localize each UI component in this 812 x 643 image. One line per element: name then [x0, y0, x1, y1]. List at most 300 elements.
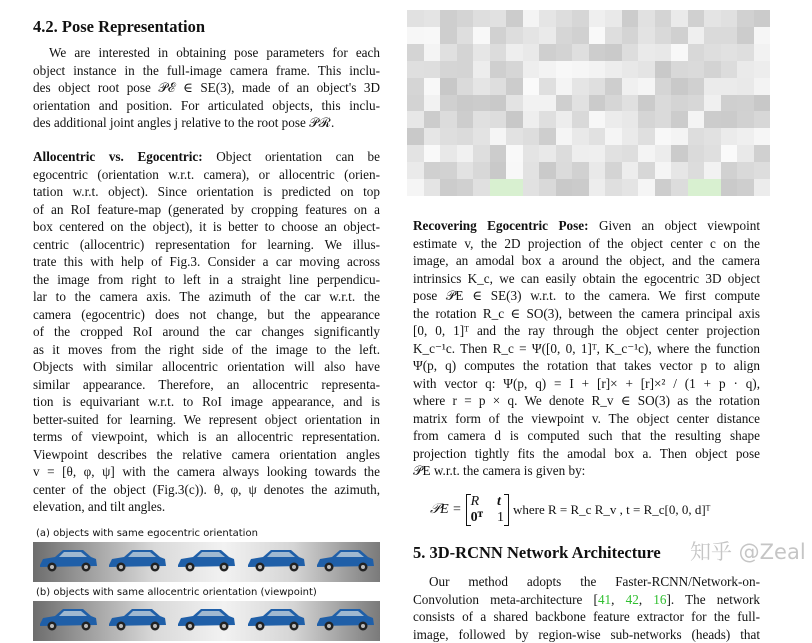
text-line: elevation, and tilt angles.	[33, 498, 380, 516]
text-line: trate this with help of Fig.3. Consider a car moving across	[33, 253, 380, 271]
text-line: Ψ(p, q) computes the rotation that takes vector p to align	[413, 357, 760, 375]
mosaic-cell	[622, 179, 639, 196]
mosaic-cell	[457, 61, 474, 78]
car-image	[245, 545, 307, 580]
mosaic-cell	[655, 78, 672, 95]
paragraph-recovering-egocentric	[413, 217, 760, 480]
mosaic-cell	[539, 27, 556, 44]
text-line: of the cropped RoI around the car changes significantly	[33, 323, 380, 341]
figure-label-a: (a) objects with same egocentric orientation	[36, 528, 258, 539]
mosaic-cell	[638, 128, 655, 145]
mosaic-cell	[655, 179, 672, 196]
mosaic-cell	[473, 27, 490, 44]
text-line	[33, 148, 380, 166]
car-image	[245, 604, 307, 639]
mosaic-cell	[754, 27, 771, 44]
mosaic-cell	[754, 78, 771, 95]
text-line: center of the object (Fig.3(c)). θ, φ, ψ denotes the azimuth,	[33, 481, 380, 499]
mosaic-cell	[754, 162, 771, 179]
mosaic-cell	[688, 145, 705, 162]
mosaic-cell	[506, 95, 523, 112]
text-line: Objects with similar allocentric orientation will also have	[33, 358, 380, 376]
text-line: similar appearance. Therefore, an allocentric representa-	[33, 376, 380, 394]
mosaic-cell	[638, 10, 655, 27]
mosaic-cell	[440, 78, 457, 95]
mosaic-cell	[605, 95, 622, 112]
mosaic-cell	[539, 179, 556, 196]
text-line: consists of a shared backbone feature extractor for the full-	[413, 608, 760, 626]
citation-link[interactable]: 16	[653, 592, 666, 607]
mosaic-cell	[704, 27, 721, 44]
text-line: the rotation R_c ∈ SO(3), between the camera principal axis	[413, 305, 760, 323]
text-line: pose 𝒫E ∈ SE(3) w.r.t. to the camera. We first compute	[413, 287, 760, 305]
mosaic-cell	[539, 95, 556, 112]
mosaic-cell	[523, 61, 540, 78]
mosaic-cell	[704, 111, 721, 128]
mosaic-cell	[407, 111, 424, 128]
mosaic-cell	[506, 128, 523, 145]
mosaic-cell	[737, 61, 754, 78]
mosaic-cell	[704, 78, 721, 95]
text-line	[413, 591, 760, 609]
mosaic-cell	[622, 162, 639, 179]
mosaic-cell	[754, 95, 771, 112]
mosaic-cell	[539, 145, 556, 162]
mosaic-cell	[473, 95, 490, 112]
mosaic-cell	[622, 145, 639, 162]
mosaic-cell	[473, 162, 490, 179]
mosaic-cell	[655, 162, 672, 179]
mosaic-cell	[704, 128, 721, 145]
mosaic-cell	[539, 78, 556, 95]
mosaic-cell	[473, 145, 490, 162]
mosaic-cell	[721, 162, 738, 179]
mosaic-cell	[754, 145, 771, 162]
mosaic-cell	[556, 10, 573, 27]
text-line	[413, 217, 760, 235]
mosaic-cell	[556, 95, 573, 112]
mosaic-cell	[589, 78, 606, 95]
mosaic-cell	[655, 61, 672, 78]
mosaic-cell	[440, 128, 457, 145]
mosaic-cell	[704, 162, 721, 179]
car-image	[175, 604, 237, 639]
mosaic-cell	[556, 44, 573, 61]
text-line: We are interested in obtaining pose parameters for each	[33, 44, 380, 62]
text-line: image, followed by region-wise sub-networks (heads) that	[413, 626, 760, 643]
mosaic-cell	[605, 27, 622, 44]
mosaic-cell	[506, 78, 523, 95]
mosaic-cell	[655, 95, 672, 112]
mosaic-cell	[440, 111, 457, 128]
mosaic-cell	[572, 95, 589, 112]
car-image	[314, 604, 376, 639]
mosaic-cell	[440, 10, 457, 27]
mosaic-cell	[622, 95, 639, 112]
mosaic-cell	[589, 128, 606, 145]
watermark: 知乎 @Zeal	[690, 541, 806, 563]
mosaic-cell	[523, 128, 540, 145]
matrix-cell: t	[497, 494, 504, 510]
mosaic-cell	[424, 44, 441, 61]
pose-matrix	[466, 494, 509, 526]
mosaic-cell	[506, 44, 523, 61]
car-image	[106, 545, 168, 580]
mosaic-cell	[671, 145, 688, 162]
mosaic-cell	[655, 128, 672, 145]
mosaic-cell	[721, 78, 738, 95]
mosaic-cell	[457, 44, 474, 61]
mosaic-cell	[424, 111, 441, 128]
mosaic-cell	[490, 95, 507, 112]
text-line: 𝒫E w.r.t. the camera is given by:	[413, 462, 760, 480]
mosaic-cell	[622, 128, 639, 145]
mosaic-cell	[572, 111, 589, 128]
mosaic-cell	[655, 111, 672, 128]
mosaic-cell	[638, 162, 655, 179]
text-line: des additional joint angles j relative to the root pose 𝒫ℛ.	[33, 114, 380, 132]
figure-strip-egocentric	[33, 542, 380, 582]
mosaic-cell	[424, 162, 441, 179]
mosaic-cell	[737, 111, 754, 128]
mosaic-cell	[737, 162, 754, 179]
mosaic-cell	[407, 179, 424, 196]
mosaic-cell	[440, 44, 457, 61]
mosaic-cell	[622, 10, 639, 27]
figure-strip-allocentric	[33, 601, 380, 641]
mosaic-cell	[638, 145, 655, 162]
text-line: object instance in the full-image camera frame. This inclu-	[33, 62, 380, 80]
text-line: tion is equivariant w.r.t. to RoI image appearance, and is	[33, 393, 380, 411]
text-line: intrinsics K_c, we can easily obtain the egocentric 3D object	[413, 270, 760, 288]
mosaic-cell	[523, 162, 540, 179]
mosaic-cell	[655, 145, 672, 162]
mosaic-cell	[737, 10, 754, 27]
text-line: with vector q: Ψ(p, q) = I + [r]× + [r]×² / (1 + p · q),	[413, 375, 760, 393]
mosaic-cell	[490, 179, 507, 196]
mosaic-cell	[539, 162, 556, 179]
mosaic-cell	[605, 44, 622, 61]
mosaic-cell	[523, 27, 540, 44]
mosaic-cell	[539, 10, 556, 27]
mosaic-cell	[688, 95, 705, 112]
mosaic-cell	[605, 145, 622, 162]
mosaic-cell	[523, 111, 540, 128]
mosaic-cell	[589, 111, 606, 128]
mosaic-cell	[539, 44, 556, 61]
mosaic-cell	[572, 10, 589, 27]
mosaic-cell	[490, 78, 507, 95]
mosaic-cell	[523, 145, 540, 162]
text-span: Given an object viewpoint	[588, 218, 760, 233]
mosaic-cell	[671, 128, 688, 145]
mosaic-cell	[523, 95, 540, 112]
mosaic-cell	[457, 111, 474, 128]
mosaic-cell	[671, 44, 688, 61]
mosaic-cell	[407, 162, 424, 179]
text-line: des object root pose 𝒫ℰ ∈ SE(3), made of an object's 3D	[33, 79, 380, 97]
mosaic-cell	[506, 10, 523, 27]
car-image	[314, 545, 376, 580]
mosaic-cell	[605, 179, 622, 196]
text-line: tation w.r.t. object). Since orientation is predicted on top	[33, 183, 380, 201]
mosaic-cell	[754, 10, 771, 27]
mosaic-cell	[721, 179, 738, 196]
mosaic-cell	[704, 179, 721, 196]
mosaic-cell	[424, 95, 441, 112]
text-line: better-suited for learning. We represent object orientation in	[33, 411, 380, 429]
text-line: the image from right to left in a straight line perpendicu-	[33, 271, 380, 289]
mosaic-cell	[490, 44, 507, 61]
mosaic-cell	[572, 61, 589, 78]
mosaic-cell	[638, 44, 655, 61]
matrix-cell: 1	[497, 510, 504, 526]
text-span: ]. The network	[666, 592, 760, 607]
text-line: of an RoI feature-map (generated by cropping features on a	[33, 201, 380, 219]
mosaic-cell	[721, 145, 738, 162]
mosaic-cell	[721, 111, 738, 128]
mosaic-cell	[556, 162, 573, 179]
text-line: camera (egocentric) does not change, but the appearance	[33, 306, 380, 324]
mosaic-cell	[457, 179, 474, 196]
mosaic-cell	[407, 95, 424, 112]
mosaic-cell	[638, 61, 655, 78]
mosaic-cell	[523, 10, 540, 27]
mosaic-cell	[704, 10, 721, 27]
mosaic-cell	[424, 10, 441, 27]
mosaic-cell	[523, 78, 540, 95]
mosaic-cell	[688, 27, 705, 44]
mosaic-cell	[490, 162, 507, 179]
mosaic-cell	[457, 10, 474, 27]
text-line: terms of viewpoint, which is an allocentric representation.	[33, 428, 380, 446]
mosaic-cell	[589, 95, 606, 112]
text-span: ,	[611, 592, 625, 607]
mosaic-cell	[688, 179, 705, 196]
section-title-network-architecture: 5. 3D-RCNN Network Architecture	[413, 543, 661, 563]
text-span: Object orientation can be	[203, 149, 380, 164]
mosaic-cell	[506, 179, 523, 196]
mosaic-cell	[506, 27, 523, 44]
mosaic-cell	[671, 27, 688, 44]
mosaic-cell	[737, 128, 754, 145]
mosaic-cell	[671, 78, 688, 95]
text-line: centric (allocentric) representation for learning. We illus-	[33, 236, 380, 254]
mosaic-cell	[457, 78, 474, 95]
mosaic-cell	[671, 179, 688, 196]
mosaic-cell	[407, 27, 424, 44]
mosaic-cell	[473, 179, 490, 196]
mosaic-cell	[556, 128, 573, 145]
mosaic-cell	[490, 111, 507, 128]
mosaic-cell	[688, 61, 705, 78]
mosaic-cell	[655, 27, 672, 44]
text-line: estimate v, the 2D projection of the object center c on the	[413, 235, 760, 253]
blurred-figure	[407, 10, 770, 196]
mosaic-cell	[407, 44, 424, 61]
mosaic-cell	[605, 78, 622, 95]
text-line: egocentric (orientation w.r.t. camera), or allocentric (orien-	[33, 166, 380, 184]
mosaic-cell	[457, 27, 474, 44]
mosaic-cell	[407, 145, 424, 162]
mosaic-cell	[589, 44, 606, 61]
mosaic-cell	[407, 128, 424, 145]
mosaic-cell	[589, 162, 606, 179]
mosaic-cell	[490, 27, 507, 44]
text-span: Convolution meta-architecture [	[413, 592, 598, 607]
run-in-heading: Recovering Egocentric Pose:	[413, 218, 588, 233]
mosaic-cell	[754, 128, 771, 145]
mosaic-cell	[457, 95, 474, 112]
mosaic-cell	[506, 145, 523, 162]
mosaic-cell	[622, 111, 639, 128]
citation-link[interactable]: 42	[626, 592, 639, 607]
car-image	[106, 604, 168, 639]
mosaic-cell	[638, 95, 655, 112]
car-image	[37, 545, 99, 580]
paragraph-pose-intro	[33, 44, 380, 132]
mosaic-cell	[589, 61, 606, 78]
mosaic-cell	[605, 61, 622, 78]
text-line: K_c⁻¹c. Then R_c = Ψ([0, 0, 1]ᵀ, K_c⁻¹c), where the function	[413, 340, 760, 358]
text-line: [0, 0, 1]ᵀ and the ray through the object center projection	[413, 322, 760, 340]
mosaic-cell	[539, 128, 556, 145]
mosaic-cell	[473, 10, 490, 27]
mosaic-cell	[754, 111, 771, 128]
mosaic-cell	[407, 61, 424, 78]
mosaic-cell	[572, 128, 589, 145]
mosaic-cell	[721, 44, 738, 61]
section-title-pose-representation: 4.2. Pose Representation	[33, 17, 205, 37]
mosaic-cell	[523, 44, 540, 61]
text-line: where r = p × q. We denote R_v ∈ SO(3) as the rotation	[413, 392, 760, 410]
mosaic-cell	[572, 179, 589, 196]
mosaic-cell	[688, 78, 705, 95]
mosaic-cell	[556, 111, 573, 128]
text-line: image, an amodal box a around the object, and the camera	[413, 252, 760, 270]
mosaic-cell	[589, 179, 606, 196]
mosaic-cell	[473, 111, 490, 128]
paragraph-network-architecture	[413, 573, 760, 643]
car-image	[175, 545, 237, 580]
mosaic-cell	[721, 128, 738, 145]
mosaic-cell	[424, 145, 441, 162]
mosaic-cell	[721, 27, 738, 44]
mosaic-cell	[572, 145, 589, 162]
mosaic-cell	[655, 44, 672, 61]
mosaic-cell	[556, 27, 573, 44]
run-in-heading: Allocentric vs. Egocentric:	[33, 149, 203, 164]
mosaic-cell	[605, 162, 622, 179]
mosaic-cell	[622, 27, 639, 44]
mosaic-cell	[721, 95, 738, 112]
figure-label-b: (b) objects with same allocentric orientation (viewpoint)	[36, 587, 317, 598]
mosaic-cell	[424, 61, 441, 78]
mosaic-cell	[572, 27, 589, 44]
mosaic-cell	[407, 78, 424, 95]
matrix-cell: R	[471, 494, 483, 510]
mosaic-cell	[506, 111, 523, 128]
mosaic-cell	[704, 61, 721, 78]
mosaic-cell	[638, 179, 655, 196]
mosaic-cell	[638, 78, 655, 95]
mosaic-cell	[424, 179, 441, 196]
text-line: orientation and position. For articulated objects, this inclu-	[33, 97, 380, 115]
mosaic-cell	[473, 78, 490, 95]
mosaic-cell	[688, 10, 705, 27]
mosaic-cell	[539, 111, 556, 128]
mosaic-cell	[457, 162, 474, 179]
mosaic-cell	[589, 27, 606, 44]
mosaic-cell	[490, 145, 507, 162]
mosaic-cell	[407, 10, 424, 27]
mosaic-cell	[440, 95, 457, 112]
mosaic-cell	[671, 61, 688, 78]
mosaic-cell	[556, 78, 573, 95]
text-span: ,	[639, 592, 653, 607]
equation-rhs: where R = R_c R_v , t = R_c[0, 0, d]ᵀ	[513, 502, 710, 518]
mosaic-cell	[704, 145, 721, 162]
text-line: matrix form of the viewpoint v. The object center distance	[413, 410, 760, 428]
mosaic-cell	[457, 128, 474, 145]
mosaic-cell	[721, 61, 738, 78]
mosaic-cell	[440, 61, 457, 78]
text-line: v = [θ, φ, ψ] with the camera always looking towards the	[33, 463, 380, 481]
mosaic-cell	[737, 78, 754, 95]
mosaic-cell	[671, 10, 688, 27]
matrix-cell: 0ᵀ	[471, 510, 483, 526]
text-line: projection tightly fits the amodal box a. Then object pose	[413, 445, 760, 463]
mosaic-cell	[490, 61, 507, 78]
mosaic-cell	[572, 162, 589, 179]
paragraph-allocentric	[33, 148, 380, 516]
mosaic-cell	[704, 44, 721, 61]
mosaic-cell	[605, 111, 622, 128]
mosaic-cell	[754, 44, 771, 61]
mosaic-cell	[490, 128, 507, 145]
mosaic-cell	[556, 61, 573, 78]
text-line: lar to the camera axis. The azimuth of the car w.r.t. the	[33, 288, 380, 306]
mosaic-cell	[737, 27, 754, 44]
mosaic-cell	[556, 179, 573, 196]
mosaic-cell	[605, 128, 622, 145]
mosaic-cell	[572, 44, 589, 61]
mosaic-cell	[506, 162, 523, 179]
equation-lhs: 𝒫E =	[430, 502, 462, 518]
text-line: as it moves from the right side of the image to the left.	[33, 341, 380, 359]
text-line: Our method adopts the Faster-RCNN/Network-on-	[413, 573, 760, 591]
mosaic-cell	[737, 95, 754, 112]
mosaic-cell	[638, 111, 655, 128]
pose-equation	[430, 494, 710, 526]
mosaic-cell	[457, 145, 474, 162]
mosaic-cell	[490, 10, 507, 27]
mosaic-cell	[655, 10, 672, 27]
mosaic-cell	[671, 111, 688, 128]
citation-link[interactable]: 41	[598, 592, 611, 607]
mosaic-cell	[440, 179, 457, 196]
mosaic-cell	[671, 162, 688, 179]
mosaic-cell	[737, 179, 754, 196]
mosaic-cell	[424, 27, 441, 44]
mosaic-cell	[737, 145, 754, 162]
mosaic-cell	[721, 10, 738, 27]
mosaic-cell	[539, 61, 556, 78]
mosaic-cell	[424, 78, 441, 95]
mosaic-cell	[589, 145, 606, 162]
mosaic-cell	[440, 162, 457, 179]
mosaic-cell	[523, 179, 540, 196]
